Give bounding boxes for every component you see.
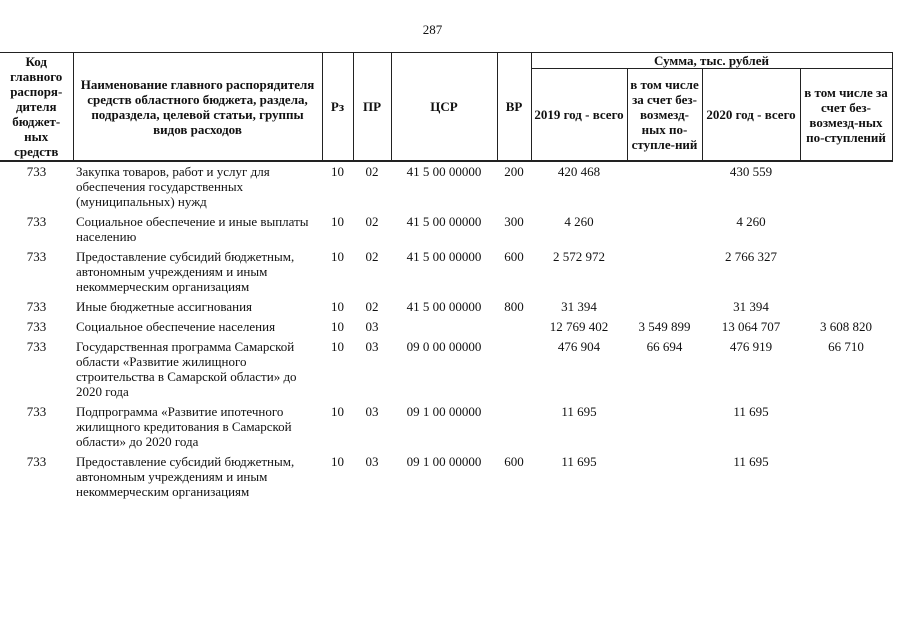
cell-pr: 03 [365,339,379,354]
header-sum-group: Сумма, тыс. рублей [531,53,892,69]
cell-rz: 10 [331,454,344,469]
cell-name: Подпрограмма «Развитие ипотечного жилищного кредитования в Самарской области» до 2020 года [76,404,292,449]
cell-name: Иные бюджетные ассигнования [76,299,253,314]
cell-2019-total: 420 468 [557,164,601,179]
cell-2020-free: 66 710 [828,339,864,354]
header-code: Код главного распоря-дителя бюджет-ных средств [0,53,73,162]
cell-csr: 09 0 00 00000 [406,339,482,354]
cell-csr: 41 5 00 00000 [406,249,482,264]
cell-pr: 02 [365,249,379,264]
cell-2020-free [800,297,892,317]
cell-code: 733 [26,404,47,419]
cell-vr [497,402,531,452]
cell-2020-total: 2 766 327 [725,249,777,264]
cell-name: Социальное обеспечение населения [76,319,276,334]
table-row [0,297,892,317]
cell-name: Государственная программа Самарской области «Развитие жилищного строительства в Самарской области» до 2020 года [76,339,297,399]
cell-2019-free: 66 694 [646,339,683,354]
cell-2019-total: 476 904 [557,339,601,354]
cell-pr: 02 [365,299,379,314]
cell-vr [497,337,531,402]
cell-2020-total: 11 695 [733,404,769,419]
cell-2019-total: 11 695 [561,404,597,419]
header-2020-total: 2020 год - всего [702,69,800,162]
table-body [0,161,892,502]
header-name: Наименование главного распорядителя средств областного бюджета, раздела, подраздела, целевой статьи, группы видов расходов [73,53,322,162]
cell-2020-total: 13 064 707 [721,319,781,334]
header-2020-free: в том числе за счет без-возмезд-ных по-ступлений [800,69,892,162]
header-vr: ВР [497,53,531,162]
table-row [0,337,892,402]
cell-csr [391,317,497,337]
cell-name: Предоставление субсидий бюджетным, автономным учреждениям и иным некоммерческим организациям [76,249,295,294]
cell-vr: 600 [504,249,524,264]
cell-2020-total: 11 695 [733,454,769,469]
cell-pr: 03 [365,404,379,419]
cell-2020-total: 31 394 [733,299,769,314]
cell-rz: 10 [331,339,344,354]
header-2019-free: в том числе за счет без-возмезд-ных по-ступле-ний [627,69,702,162]
cell-pr: 03 [365,319,379,334]
table-row [0,247,892,297]
cell-pr: 03 [365,454,379,469]
cell-2019-total: 11 695 [561,454,597,469]
cell-2019-free [627,297,702,317]
cell-code: 733 [26,339,47,354]
cell-csr: 41 5 00 00000 [406,299,482,314]
table-row [0,402,892,452]
cell-csr: 09 1 00 00000 [406,454,482,469]
header-pr: ПР [353,53,391,162]
table-row [0,452,892,502]
cell-2019-free [627,452,702,502]
cell-vr: 300 [504,214,524,229]
cell-name: Закупка товаров, работ и услуг для обеспечения государственных (муниципальных) нужд [76,164,270,209]
cell-2019-total: 31 394 [561,299,597,314]
cell-2020-free [800,452,892,502]
header-csr: ЦСР [391,53,497,162]
table-row [0,161,892,212]
header-2019-total: 2019 год - всего [531,69,627,162]
cell-code: 733 [26,214,47,229]
cell-vr [497,317,531,337]
cell-pr: 02 [365,214,379,229]
cell-rz: 10 [331,164,344,179]
cell-2019-free [627,402,702,452]
cell-code: 733 [26,319,47,334]
cell-2019-free [627,212,702,247]
cell-code: 733 [26,454,47,469]
header-rz: Рз [322,53,353,162]
cell-2020-free: 3 608 820 [820,319,872,334]
table-row [0,212,892,247]
cell-code: 733 [26,299,47,314]
cell-name: Предоставление субсидий бюджетным, автономным учреждениям и иным некоммерческим организациям [76,454,295,499]
cell-2020-free [800,212,892,247]
cell-csr: 41 5 00 00000 [406,164,482,179]
cell-csr: 09 1 00 00000 [406,404,482,419]
page-number: 287 [422,22,443,37]
table-header [0,53,892,162]
cell-rz: 10 [331,299,344,314]
cell-code: 733 [26,164,47,179]
cell-2019-total: 2 572 972 [553,249,605,264]
cell-name: Социальное обеспечение и иные выплаты населению [76,214,309,244]
cell-rz: 10 [331,404,344,419]
cell-vr: 600 [504,454,524,469]
cell-2020-total: 476 919 [729,339,773,354]
cell-pr: 02 [365,164,379,179]
cell-2020-total: 4 260 [736,214,766,229]
cell-vr: 800 [504,299,524,314]
cell-2020-total: 430 559 [729,164,773,179]
cell-2020-free [800,402,892,452]
cell-2020-free [800,247,892,297]
cell-2019-free [627,161,702,212]
cell-2019-free: 3 549 899 [638,319,691,334]
cell-csr: 41 5 00 00000 [406,214,482,229]
cell-vr: 200 [504,164,524,179]
cell-2019-total: 12 769 402 [549,319,609,334]
cell-rz: 10 [331,214,344,229]
cell-2020-free [800,161,892,212]
cell-rz: 10 [331,319,344,334]
cell-rz: 10 [331,249,344,264]
cell-code: 733 [26,249,47,264]
cell-2019-free [627,247,702,297]
table-row [0,317,892,337]
cell-2019-total: 4 260 [564,214,594,229]
budget-table [0,52,893,502]
